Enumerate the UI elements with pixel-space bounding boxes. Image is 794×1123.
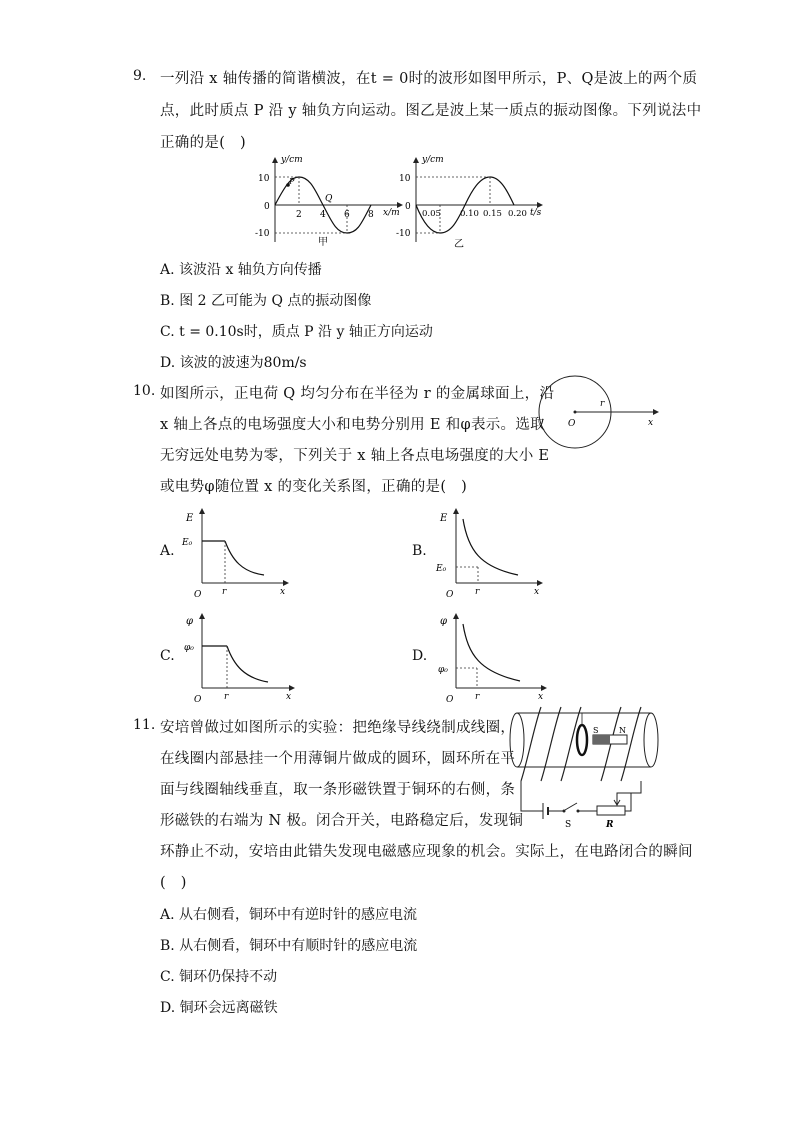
graph-d[interactable]: [432, 610, 547, 705]
option-c[interactable]: C.: [160, 648, 175, 664]
tick-label: 0.10: [460, 209, 479, 219]
tick-label: 10: [399, 174, 411, 184]
svg-text:φ₀: φ₀: [438, 665, 448, 675]
tick-label: 0.15: [483, 209, 502, 219]
question-text-line: 如图所示，正电荷 Q 均匀分布在半径为 r 的金属球面上，沿: [160, 386, 555, 402]
tick-label: 0.20: [508, 209, 527, 219]
svg-text:x: x: [286, 692, 292, 702]
x-axis-label: x/m: [383, 208, 400, 218]
n-pole-label: N: [619, 726, 626, 735]
question-text-line: 或电势φ随位置 x 的变化关系图，正确的是( ): [160, 479, 468, 495]
origin-label: O: [568, 419, 576, 429]
switch[interactable]: [565, 803, 577, 810]
tick-label: 0.05: [422, 209, 441, 219]
x-label: x: [648, 418, 654, 428]
question-number: 11.: [133, 717, 156, 733]
vibration-figure-yi: [392, 152, 552, 250]
option-b[interactable]: B. 从右侧看，铜环中有顺时针的感应电流: [160, 938, 418, 954]
svg-text:x: x: [534, 587, 540, 597]
svg-text:φ: φ: [186, 616, 194, 627]
y-axis-label: y/cm: [281, 155, 303, 165]
option-c[interactable]: C. 铜环仍保持不动: [160, 969, 278, 985]
svg-text:r: r: [475, 587, 480, 597]
copper-ring: [577, 725, 587, 755]
svg-text:φ: φ: [440, 616, 448, 627]
point-p-label: P: [289, 177, 295, 186]
option-a[interactable]: A. 该波沿 x 轴负方向传播: [160, 262, 322, 278]
svg-text:O: O: [446, 590, 454, 600]
svg-text:E₀: E₀: [436, 564, 447, 574]
svg-text:r: r: [222, 587, 227, 597]
option-d[interactable]: D.: [412, 648, 428, 664]
s-pole-label: S: [593, 726, 599, 735]
option-a[interactable]: A.: [160, 543, 175, 559]
switch-label: S: [565, 820, 572, 830]
wave-figure-jia: [250, 152, 410, 250]
svg-text:r: r: [224, 692, 229, 702]
option-d[interactable]: D. 铜环会远离磁铁: [160, 1000, 278, 1016]
rheostat: [597, 806, 625, 815]
graph-c[interactable]: [180, 610, 295, 705]
tick-label: 8: [368, 210, 374, 220]
svg-text:x: x: [538, 692, 544, 702]
svg-text:O: O: [446, 695, 454, 705]
tick-label: 2: [296, 210, 302, 220]
sphere-figure: [530, 372, 670, 454]
radius-label: r: [600, 399, 605, 409]
question-text-line: 正确的是( ): [160, 135, 246, 151]
svg-text:O: O: [194, 695, 202, 705]
figure-caption: 乙: [454, 239, 464, 250]
option-a[interactable]: A. 从右侧看，铜环中有逆时针的感应电流: [160, 907, 418, 923]
point-q-label: Q: [325, 194, 333, 204]
tick-label: 10: [258, 174, 270, 184]
svg-text:E: E: [440, 513, 448, 524]
question-text-line: 无穷远处电势为零，下列关于 x 轴上各点电场强度的大小 E: [160, 448, 550, 464]
tick-label: 6: [344, 210, 350, 220]
question-text-line: 面与线圈轴线垂直，取一条形磁铁置于铜环的右侧，条: [160, 782, 516, 798]
option-d[interactable]: D. 该波的波速为80m/s: [160, 355, 307, 371]
graph-a[interactable]: [180, 505, 295, 600]
question-number: 10.: [133, 383, 156, 399]
option-c[interactable]: C. t = 0.10s时，质点 P 沿 y 轴正方向运动: [160, 324, 433, 340]
question-text-line: 形磁铁的右端为 N 极。闭合开关，电路稳定后，发现铜: [160, 813, 524, 829]
tick-label: -10: [255, 229, 270, 239]
svg-text:x: x: [280, 587, 286, 597]
question-text-line: 环静止不动，安培由此错失发现电磁感应现象的机会。实际上，在电路闭合的瞬间: [160, 844, 693, 860]
tick-label: -10: [396, 229, 411, 239]
question-text-line: 在线圈内部悬挂一个用薄铜片做成的圆环，圆环所在平: [160, 751, 516, 767]
y-axis-label: y/cm: [422, 155, 444, 165]
question-text-line: ( ): [160, 875, 187, 891]
option-b[interactable]: B.: [412, 543, 427, 559]
tick-label: 0: [264, 202, 270, 212]
option-b[interactable]: B. 图 2 乙可能为 Q 点的振动图像: [160, 293, 372, 309]
svg-text:φ₀: φ₀: [184, 643, 194, 653]
svg-text:r: r: [475, 692, 480, 702]
tick-label: 4: [320, 210, 326, 220]
question-text-line: 点，此时质点 P 沿 y 轴负方向运动。图乙是波上某一质点的振动图像。下列说法中: [160, 103, 702, 119]
figure-caption: 甲: [318, 237, 328, 248]
tick-label: 0: [405, 202, 411, 212]
question-text-line: 安培曾做过如图所示的实验：把绝缘导线绕制成线圈，: [160, 720, 516, 736]
coil-figure: [505, 703, 665, 831]
svg-text:E: E: [186, 513, 194, 524]
question-text-line: x 轴上各点的电场强度大小和电势分别用 E 和φ表示。选取: [160, 417, 545, 433]
svg-text:E₀: E₀: [182, 538, 193, 548]
resistor-label: R: [606, 820, 614, 830]
question-number: 9.: [133, 68, 147, 84]
svg-text:O: O: [194, 590, 202, 600]
question-text-line: 一列沿 x 轴传播的简谐横波，在t = 0时的波形如图甲所示，P、Q是波上的两个质: [160, 71, 698, 87]
x-axis-label: t/s: [530, 208, 542, 218]
graph-b[interactable]: [432, 505, 547, 600]
